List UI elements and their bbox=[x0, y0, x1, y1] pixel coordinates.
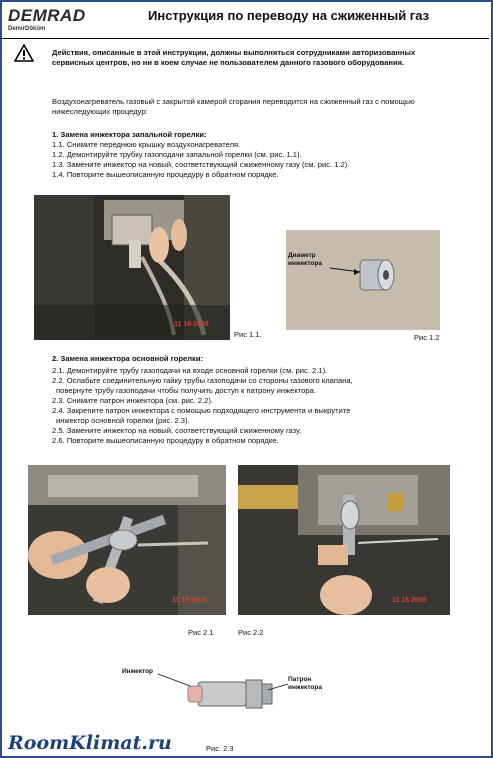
page-title: Инструкция по переводу на сжиженный газ bbox=[148, 8, 430, 23]
warning-triangle-icon bbox=[14, 44, 34, 62]
fig-1-2-caption: Рис 1.2 bbox=[414, 333, 440, 342]
brand-logo: DEMRAD bbox=[8, 6, 86, 25]
fig-2-2-caption: Рис 2.2 bbox=[238, 628, 264, 637]
fig-1-1-caption: Рис 1.1. bbox=[234, 330, 262, 339]
header-divider bbox=[0, 38, 489, 39]
photo-date-stamp: 11 16 2005 bbox=[392, 597, 427, 604]
fig-2-3-label-holder: Патрон инжектора bbox=[288, 676, 322, 691]
fig-2-3-caption: Рис. 2.3 bbox=[206, 744, 234, 753]
section1-step: 1.3. Замените инжектор на новый, соответствующий сжиженному газу (см. рис. 1.2). bbox=[52, 160, 350, 169]
photo-fig-2-1 bbox=[28, 465, 226, 615]
section2-step: инжектор основной горелки (рис. 2.3). bbox=[56, 416, 190, 425]
section2-step: 2.1. Демонтируйте трубу газоподачи на входе основной горелки (см. рис. 2.1). bbox=[52, 366, 328, 375]
section1-step: 1.2. Демонтируйте трубку газоподачи запальной горелки (см. рис. 1.1). bbox=[52, 150, 302, 159]
section2-title: 2. Замена инжектора основной горелки: bbox=[52, 354, 204, 363]
fig-2-1-caption: Рис 2.1 bbox=[188, 628, 214, 637]
photo-fig-2-3 bbox=[118, 664, 350, 724]
photo-fig-1-2 bbox=[286, 230, 440, 330]
section2-step: 2.6. Повторите вышеописанную процедуру в обратном порядке. bbox=[52, 436, 279, 445]
section2-step: повернуте трубу газоподачи чтобы получить доступ к патрону инжектора. bbox=[56, 386, 316, 395]
fig-1-2-label: Диаметр инжектора bbox=[288, 252, 322, 267]
photo-fig-1-1 bbox=[34, 195, 230, 340]
section1-step: 1.4. Повторите вышеописанную процедуру в обратном порядке. bbox=[52, 170, 279, 179]
fig-2-3-label-injector: Инжектор bbox=[122, 668, 154, 675]
site-watermark: RoomKlimat.ru bbox=[8, 732, 172, 754]
section1-step: 1.1. Снимите переднюю крышку воздухонагревателя. bbox=[52, 140, 241, 149]
section2-step: 2.5. Замените инжектор на новый, соответствующий сжиженному газу. bbox=[52, 426, 302, 435]
intro-text: Воздухонагреватель газовый с закрытой камерой сгорания переводится на сжиженный газ с помощью нижеследующих процедур: bbox=[52, 97, 415, 116]
photo-fig-2-2 bbox=[238, 465, 450, 615]
section2-step: 2.3. Снимите патрон инжектора (см. рис. 2.2). bbox=[52, 396, 214, 405]
section1-title: 1. Замена инжектора запальной горелки: bbox=[52, 130, 207, 139]
section2-step: 2.2. Ослабьте соединительную гайку трубы газоподачи со стороны газового клапана, bbox=[52, 376, 353, 385]
brand-sublogo: DemirDöküm bbox=[8, 26, 46, 32]
section2-step: 2.4. Закрепите патрон инжектора с помощью подходящего инструмента и выкрутите bbox=[52, 406, 351, 415]
photo-date-stamp: 11 16 2005 bbox=[172, 597, 207, 604]
photo-date-stamp: 11 16 2005 bbox=[174, 321, 209, 328]
warning-text: Действия, описанные в этой инструкции, должны выполняться сотрудниками авторизованных сервисных центров, но ни в коем случае не пользователем данного газового оборудования. bbox=[52, 48, 416, 67]
